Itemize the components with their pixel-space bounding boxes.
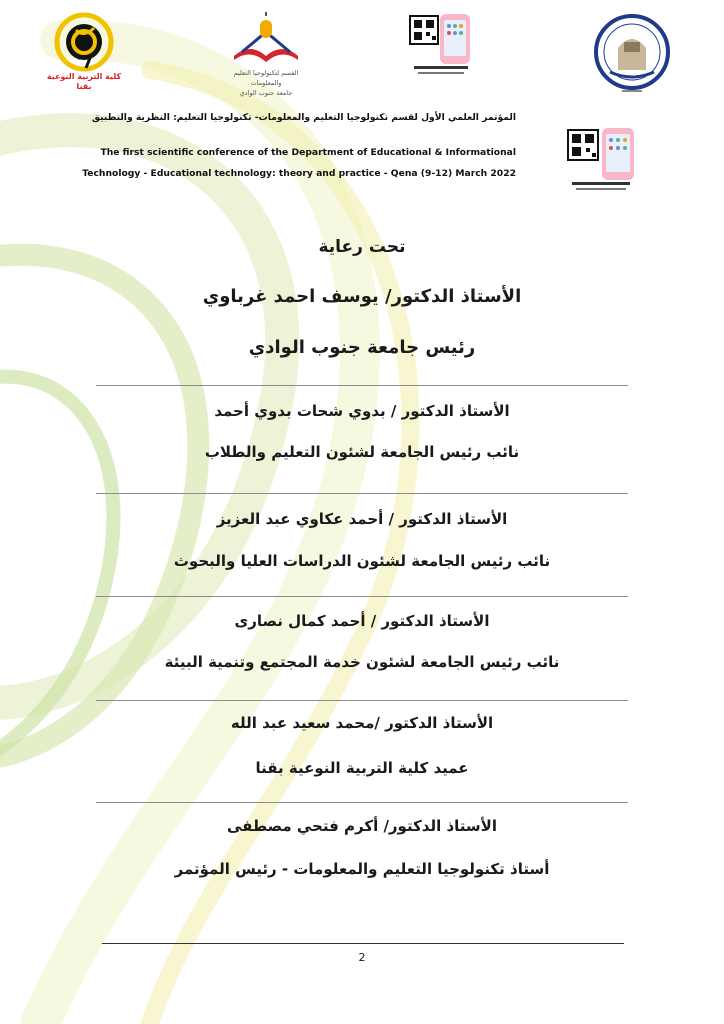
patronage-label: تحت رعاية — [318, 237, 406, 257]
department-caption-line: جامعة جنوب الوادي — [239, 89, 293, 97]
entry-role: عميد كلية التربية النوعية بقنا — [255, 759, 469, 777]
department-logo-caption — [220, 68, 312, 98]
university-seal-icon — [588, 12, 676, 94]
qr-conference-icon — [408, 12, 474, 82]
entry-role: نائب رئيس الجامعة لشئون التعليم والطلاب — [204, 443, 520, 461]
conference-title-english-line1: The first scientific conference of the Department of Educational & Informational — [100, 147, 516, 158]
section-divider — [96, 802, 628, 803]
section-divider — [96, 700, 628, 701]
qr-conference-icon — [566, 126, 636, 194]
entry-name: الأستاذ الدكتور /محمد سعيد عبد الله — [230, 714, 494, 732]
section-divider — [96, 385, 628, 386]
conference-title-english-line2: Technology - Educational technology: theory and practice - Qena (9-12) March 2022 — [82, 168, 516, 179]
footer-rule — [102, 943, 624, 944]
college-logo — [38, 12, 130, 90]
department-caption-line: القسم لتكنولوجيا التعليم والمعلومات — [233, 69, 299, 87]
college-logo-caption: كلية التربية النوعية بقنا — [46, 72, 122, 91]
section-divider — [96, 493, 628, 494]
entry-name: الأستاذ الدكتور/ أكرم فتحي مصطفى — [227, 817, 497, 835]
entry-name: الأستاذ الدكتور / بدوي شحات بدوي أحمد — [214, 402, 510, 420]
entry-role: نائب رئيس الجامعة لشئون الدراسات العليا والبحوث — [173, 552, 551, 570]
entry-role: نائب رئيس الجامعة لشئون خدمة المجتمع وتنمية البيئة — [164, 653, 560, 671]
entry-name: الأستاذ الدكتور / أحمد كمال نصارى — [234, 612, 490, 630]
department-logo-icon — [220, 12, 312, 72]
conference-title-arabic: المؤتمر العلمي الأول لقسم تكنولوجيا التعليم والمعلومات- تكنولوجيا التعليم: النظرية والتطبيق — [91, 112, 516, 123]
conference-qr-logo — [408, 12, 474, 90]
entry-role: أستاذ تكنولوجيا التعليم والمعلومات - رئيس المؤتمر — [174, 860, 550, 878]
department-logo — [220, 12, 312, 97]
section-divider — [96, 596, 628, 597]
university-president-title: رئيس جامعة جنوب الوادي — [248, 337, 476, 358]
university-president-name: الأستاذ الدكتور/ يوسف احمد غرباوي — [202, 286, 522, 307]
entry-name: الأستاذ الدكتور / أحمد عكاوي عبد العزيز — [216, 510, 508, 528]
page-number: 2 — [358, 951, 366, 964]
university-logo — [588, 12, 676, 90]
